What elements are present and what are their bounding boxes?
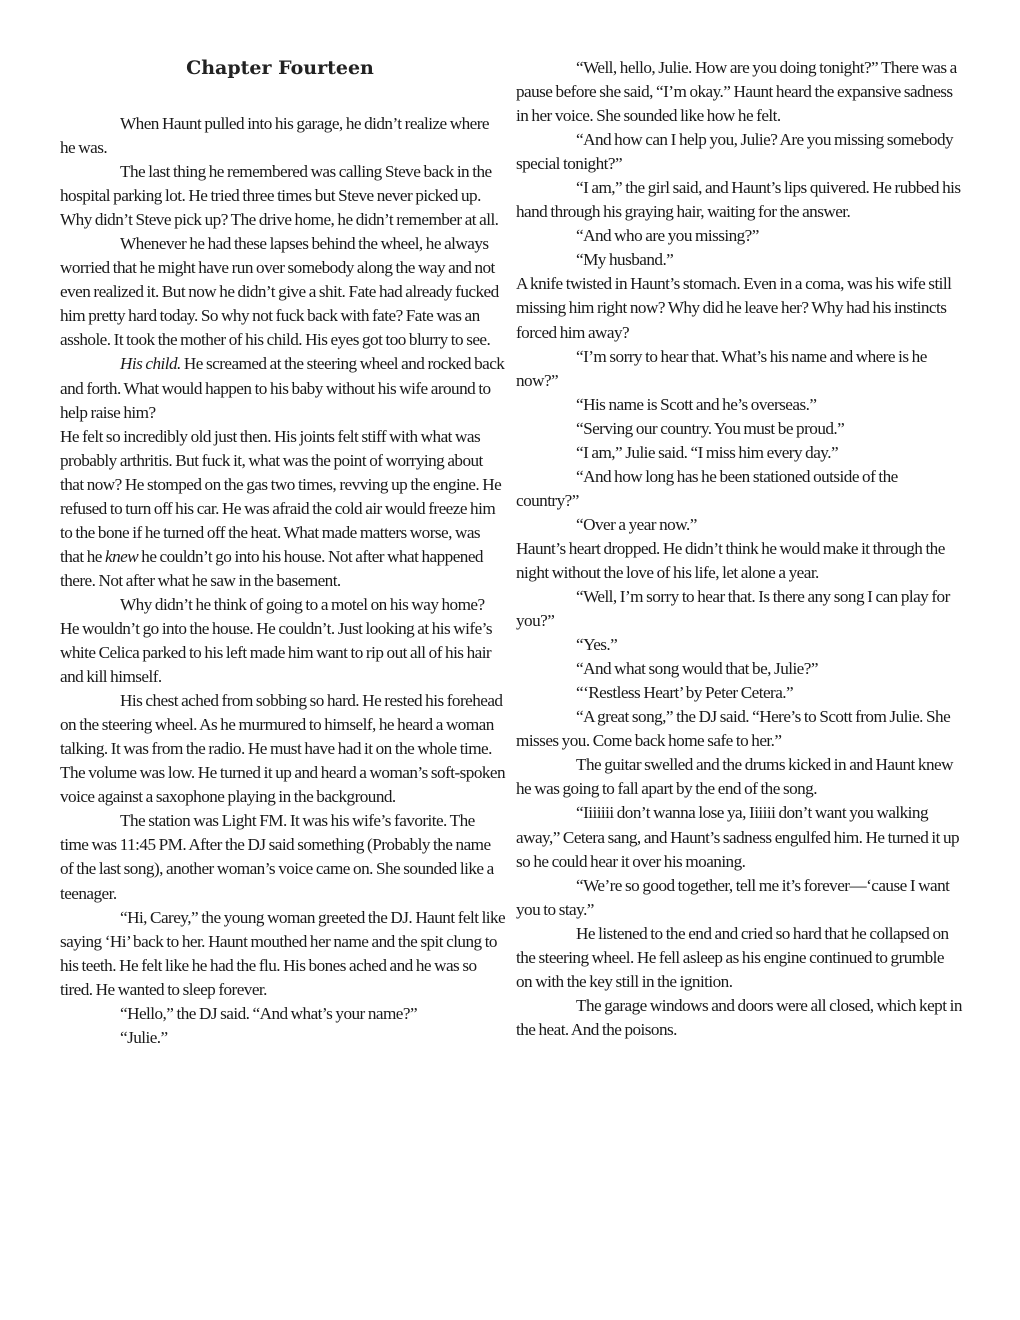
paragraph: He listened to the end and cried so hard that he collapsed on the steering wheel. He fell asleep as his engine continued to grumble on with the key still in the ignition. [516, 923, 949, 991]
paragraph: “We’re so good together, tell me it’s forever—‘cause I want you to stay.” [516, 875, 950, 919]
chapter-title: Chapter Fourteen [186, 57, 374, 79]
paragraph: Whenever he had these lapses behind the wheel, he always worried that he might have run over somebody along the way and not even realized it. But now he didn’t give a shit. Fate had already fucked him pretty hard today. So why not fuck back with fate? Fate was an asshole. It took the mother of his child. His eyes got too blurry to see. [60, 234, 499, 350]
paragraph: “Iiiiiii don’t wanna lose ya, Iiiiii don’t want you walking away,” Cetera sang, and Haunt’s sadness engulfed him. He turned it up so he could hear it over his moaning. [516, 803, 960, 871]
paragraph: “Hi, Carey,” the young woman greeted the DJ. Haunt felt like saying ‘Hi’ back to her. Haunt mouthed her name and the spit clung to his teeth. He felt like he had the flu. His bones ached and he was so tired. He wanted to sleep forever. [60, 907, 506, 999]
paragraph: “Julie.” [120, 1027, 168, 1047]
paragraph: The guitar swelled and the drums kicked in and Haunt knew he was going to fall apart by the end of the song. [516, 755, 953, 799]
paragraph: “Serving our country. You must be proud.” [576, 418, 845, 438]
paragraph: “And what song would that be, Julie?” [576, 659, 818, 679]
paragraph: “Over a year now.” [576, 514, 697, 534]
paragraph: The station was Light FM. It was his wife’s favorite. The time was 11:45 PM. After the DJ said something (Probably the name of the last song), another woman’s voice came on. She sounded like a teenager. [60, 811, 494, 903]
paragraph: “And how long has he been stationed outside of the country?” [516, 466, 898, 510]
paragraph: “Hello,” the DJ said. “And what’s your name?” [120, 1003, 418, 1023]
paragraph: “‘Restless Heart’ by Peter Cetera.” [576, 683, 794, 703]
paragraph: “Well, I’m sorry to hear that. Is there any song I can play for you?” [516, 587, 950, 631]
right-column [516, 56, 962, 1042]
paragraph: “Well, hello, Julie. How are you doing tonight?” There was a pause before she said, “I’m okay.” Haunt heard the expansive sadness in her voice. She sounded like how he felt. [516, 58, 957, 126]
paragraph: “I’m sorry to hear that. What’s his name and where is he now?” [516, 346, 927, 390]
paragraph: “I am,” the girl said, and Haunt’s lips quivered. He rubbed his hand through his graying hair, waiting for the answer. [516, 178, 961, 222]
paragraph: “Yes.” [576, 635, 618, 655]
paragraph: When Haunt pulled into his garage, he didn’t realize where he was. [60, 114, 490, 158]
paragraph: The last thing he remembered was calling Steve back in the hospital parking lot. He tried three times but Steve never picked up. Why didn’t Steve pick up? The drive home, he didn’t remember at all. [60, 162, 499, 230]
paragraph: His child. He screamed at the steering wheel and rocked back and forth. What would happen to his baby without his wife around to help raise him? [60, 354, 505, 422]
left-column-body [60, 112, 506, 1050]
paragraph: Haunt’s heart dropped. He didn’t think he would make it through the night without the love of his life, let alone a year. [516, 538, 945, 582]
left-column [60, 56, 506, 1050]
paragraph: “His name is Scott and he’s overseas.” [576, 394, 817, 414]
paragraph: “And how can I help you, Julie? Are you missing somebody special tonight?” [516, 130, 954, 174]
paragraph: His chest ached from sobbing so hard. He rested his forehead on the steering wheel. As he murmured to himself, he heard a woman talking. It was from the radio. He must have had it on the whole time. The volume was low. He turned it up and heard a woman’s soft-spoken voice against a saxophone playing in the background. [60, 691, 506, 807]
paragraph: “My husband.” [576, 250, 674, 270]
paragraph: He felt so incredibly old just then. His joints felt stiff with what was probably arthritis. But fuck it, what was the point of worrying about that now? He stomped on the gas two times, revving up the engine. He refused to turn off his car. He was afraid the cold air would freeze him to the bone if he turned off the heat. What made matters worse, was that he knew he couldn’t go into his house. Not after what happened there. Not after what he saw in the basement. [60, 426, 502, 590]
paragraph: “A great song,” the DJ said. “Here’s to Scott from Julie. She misses you. Come back home safe to her.” [516, 707, 951, 751]
paragraph: “And who are you missing?” [576, 226, 759, 246]
paragraph: A knife twisted in Haunt’s stomach. Even in a coma, was his wife still missing him right now? Why did he leave her? Why had his instincts forced him away? [516, 274, 952, 342]
paragraph: Why didn’t he think of going to a motel on his way home? He wouldn’t go into the house. He couldn’t. Just looking at his wife’s white Celica parked to his left made him want to rip out all of his hair and kill himself. [60, 594, 493, 687]
right-column-body [516, 56, 962, 1042]
paragraph: “I am,” Julie said. “I miss him every day.” [576, 442, 839, 462]
paragraph: The garage windows and doors were all closed, which kept in the heat. And the poisons. [516, 995, 962, 1039]
